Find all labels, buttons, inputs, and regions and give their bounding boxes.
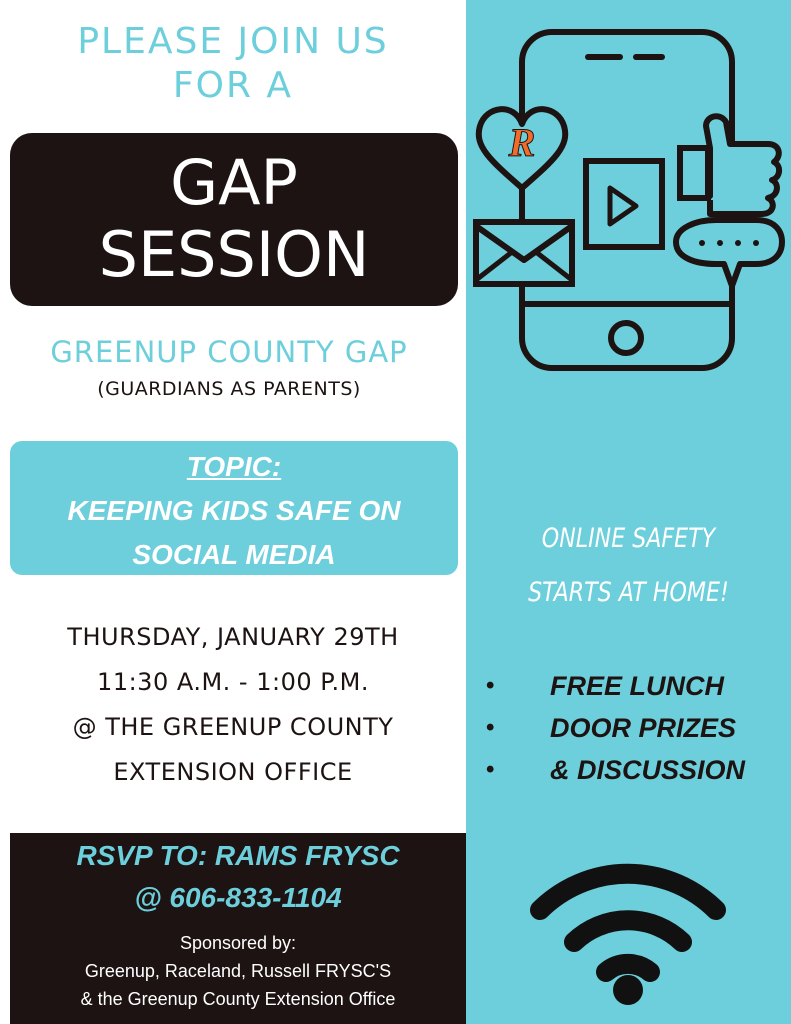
play-icon <box>586 161 662 247</box>
event-location-line-2: EXTENSION OFFICE <box>113 758 353 786</box>
topic-box <box>10 441 458 575</box>
benefit-door-prizes: DOOR PRIZES <box>550 713 737 743</box>
organization-name: GREENUP COUNTY GAP <box>50 335 408 369</box>
invite-heading <box>0 20 466 108</box>
benefit-free-lunch: FREE LUNCH <box>550 671 724 701</box>
rsvp-line: RSVP TO: RAMS FRYSC <box>76 840 400 871</box>
rsvp-box <box>10 833 466 1024</box>
bullet-icon: • <box>486 672 495 699</box>
speech-bubble-icon <box>676 220 782 286</box>
tagline <box>495 512 762 620</box>
topic-line-1: KEEPING KIDS SAFE ON <box>67 495 401 526</box>
envelope-icon <box>476 222 572 284</box>
benefit-discussion: & DISCUSSION <box>550 755 746 785</box>
benefits-list <box>486 665 786 791</box>
rsvp-phone: @ 606-833-1104 <box>134 882 342 913</box>
list-item <box>486 707 786 749</box>
wifi-icon <box>528 858 728 1008</box>
logo-letter: R <box>508 120 536 165</box>
sponsor-heading: Sponsored by: <box>179 933 297 953</box>
sponsor-line-3: & the Greenup County Extension Office <box>80 989 396 1009</box>
title-line-2: SESSION <box>98 218 370 291</box>
event-time: 11:30 A.M. - 1:00 P.M. <box>97 668 369 696</box>
sponsor-line-2: Greenup, Raceland, Russell FRYSC'S <box>84 961 392 981</box>
title-box <box>10 133 458 306</box>
invite-line-1: PLEASE JOIN US <box>77 21 389 62</box>
event-info <box>0 615 466 795</box>
invite-line-2: FOR A <box>172 65 294 106</box>
bullet-icon: • <box>486 756 495 783</box>
heart-icon <box>479 109 565 188</box>
smartphone-icon <box>470 28 788 378</box>
tagline-line-1: ONLINE SAFETY <box>541 523 716 554</box>
organization-subtitle: (GUARDIANS AS PARENTS) <box>97 378 361 400</box>
list-item <box>486 749 786 791</box>
topic-label: TOPIC: <box>186 451 282 482</box>
topic-line-2: SOCIAL MEDIA <box>132 539 336 570</box>
bullet-icon: • <box>486 714 495 741</box>
event-date: THURSDAY, JANUARY 29TH <box>67 623 399 651</box>
tagline-line-2: STARTS AT HOME! <box>528 577 729 608</box>
title-line-1: GAP <box>170 146 298 219</box>
event-location-line-1: @ THE GREENUP COUNTY <box>72 713 394 741</box>
thumbs-up-icon <box>680 116 779 214</box>
list-item <box>486 665 786 707</box>
